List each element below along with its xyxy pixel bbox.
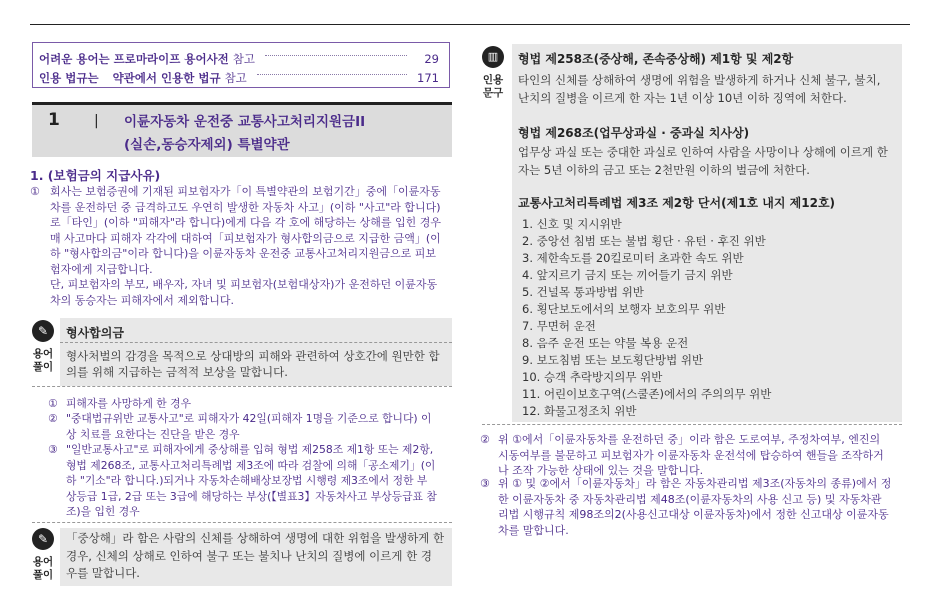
index-target: 프로마라이프 용어사전 bbox=[113, 51, 229, 66]
glossary-top-rule bbox=[32, 522, 452, 523]
citation-bottom-rule bbox=[482, 424, 902, 425]
case-item-3 bbox=[48, 442, 452, 520]
case-line: 상등급 1급, 2급 또는 3급에 해당하는 부상(【별표3】자동차사고 부상등급표 참 bbox=[66, 489, 437, 503]
violation-item: 8. 음주 운전 또는 약물 복용 운전 bbox=[522, 336, 689, 350]
violation-item: 2. 중앙선 침범 또는 불법 횡단 · 유턴 · 후진 위반 bbox=[522, 234, 766, 248]
section-title-line1: 이륜자동차 운전중 교통사고처리지원금II bbox=[124, 114, 366, 130]
pencil-icon: ✎ bbox=[32, 528, 54, 550]
violation-item: 12. 화물고정조치 위반 bbox=[522, 404, 637, 418]
clause-line: 한 이륜자동차 중 자동차관리법 제48조(이륜자동차의 사용 신고 등) 및 자동차관 bbox=[498, 492, 882, 506]
section-divider: | bbox=[94, 113, 99, 129]
violation-item: 5. 건널목 통과방법 위반 bbox=[522, 285, 644, 299]
index-suffix: 참고 bbox=[232, 51, 255, 66]
law-title: 형법 제258조(중상해, 존속중상해) 제1항 및 제2항 bbox=[518, 52, 794, 66]
law-text bbox=[518, 72, 902, 107]
law-line: 타인의 신체를 상해하여 생명에 위험을 발생하게 하거나 신체 불구, 불치, bbox=[518, 73, 881, 87]
case-line: 상 치료를 요한다는 진단을 받은 경우 bbox=[66, 427, 240, 441]
clause-line: 위 ①에서「이륜자동차를 운전하던 중」이라 함은 도로여부, 주정차여부, 엔진의 bbox=[498, 433, 881, 446]
law-title: 교통사고처리특례법 제3조 제2항 단서(제1호 내지 제12호) bbox=[518, 196, 836, 210]
violation-item: 6. 횡단보도에서의 보행자 보호의무 위반 bbox=[522, 302, 726, 316]
clause-2 bbox=[480, 432, 904, 479]
definition-line: 의를 위해 지급하는 금적적 보상을 말합니다. bbox=[66, 365, 288, 379]
clause-line: 차를 운전하던 중 급격하고도 우연히 발생한 자동차 사고」(이하 "사고"라 합니다) bbox=[50, 200, 441, 214]
clause-line: 차를 말합니다. bbox=[498, 523, 569, 537]
glossary-definition bbox=[66, 530, 450, 583]
clause-line: 리법 시행규칙 제98조의2(사용신고대상 이륜자동차)에서 정한 신고대상 이륜자동 bbox=[498, 508, 889, 521]
index-page[interactable]: 29 bbox=[424, 51, 439, 66]
case-line: "중대법규위반 교통사고"로 피해자가 42일(피해자 1명을 기준으로 합니다) 이 bbox=[66, 412, 432, 425]
glossary-label-text: 용어 풀이 bbox=[32, 556, 54, 581]
reference-index-box bbox=[32, 42, 450, 88]
definition-line: 「중상해」라 함은 사람의 신체를 상해하여 생명에 대한 위험을 발생하게 한 bbox=[66, 531, 445, 545]
glossary-label-text: 용어 풀이 bbox=[32, 348, 54, 373]
violation-item: 1. 신호 및 지시위반 bbox=[522, 217, 622, 231]
clause-line: 로「타인」(이하 "피해자"라 합니다)에게 다음 각 호에 해당하는 상해를 입힌 경우 bbox=[50, 216, 441, 229]
law-line: 업무상 과실 또는 중대한 과실로 인하여 사람을 사망이나 상해에 이르게 한 bbox=[518, 145, 888, 159]
pencil-icon: ✎ bbox=[32, 320, 54, 342]
clause-line: 하 "형사합의금"이라 합니다)을 이륜자동차 운전중 교통사고처리지원금으로 피보 bbox=[50, 247, 437, 260]
clause-line: 매 사고마다 피해자 각각에 대하여「피보험자가 형사합의금으로 지급한 금액」(이 bbox=[50, 231, 441, 245]
leader-dots bbox=[257, 74, 407, 75]
index-page[interactable]: 171 bbox=[417, 70, 439, 85]
case-marker: ③ bbox=[48, 443, 58, 456]
law-title: 형법 제268조(업무상과실 · 중과실 치사상) bbox=[518, 126, 750, 140]
index-row-glossary bbox=[39, 49, 439, 68]
clause-line: 위 ① 및 ②에서「이륜자동차」라 함은 자동차관리법 제3조(자동차의 종류)에서 정 bbox=[498, 477, 892, 490]
glossary-divider bbox=[60, 342, 452, 343]
violation-item: 9. 보도침범 또는 보도횡단방법 위반 bbox=[522, 353, 704, 367]
clause-line: 시동여부를 불문하고 피보험자가 이륜자동차 운전석에 탑승하여 핸들을 조작하거 bbox=[498, 448, 884, 462]
index-term: 어려운 용어는 bbox=[39, 51, 110, 66]
clause-line: 차의 동승자는 피해자에서 제외합니다. bbox=[50, 293, 235, 307]
index-row-laws bbox=[39, 68, 439, 87]
clause-line: 회사는 보험증권에 기재된 피보험자가「이 특별약관의 보험기간」중에「이륜자동 bbox=[50, 185, 441, 198]
clause-marker: ② bbox=[480, 433, 490, 446]
citation-label-text: 인용 문구 bbox=[482, 74, 504, 99]
section-number: 1 bbox=[48, 110, 60, 130]
top-rule bbox=[30, 24, 910, 25]
glossary-bottom-rule bbox=[32, 386, 452, 387]
law-line: 자는 5년 이하의 금고 또는 2천만원 이하의 벌금에 처한다. bbox=[518, 162, 810, 177]
clause-line: 험자에게 지급합니다. bbox=[50, 262, 153, 276]
case-marker: ② bbox=[48, 412, 58, 425]
index-suffix: 참고 bbox=[224, 70, 247, 85]
glossary-label bbox=[32, 348, 54, 374]
citation-label bbox=[482, 74, 504, 100]
violation-item: 11. 어린이보호구역(스쿨존)에서의 주의의무 위반 bbox=[522, 387, 772, 401]
violation-item: 7. 무면허 운전 bbox=[522, 319, 596, 333]
glossary-label bbox=[32, 556, 54, 582]
clause-line: 나 조작 가능한 상태에 있는 것을 말합니다. bbox=[498, 464, 704, 477]
violation-item: 4. 앞지르기 금지 또는 끼어들기 금지 위반 bbox=[522, 268, 733, 282]
definition-line: 우를 말합니다. bbox=[66, 566, 140, 580]
book-icon: ▥ bbox=[482, 46, 504, 68]
clause-marker: ③ bbox=[480, 477, 490, 490]
clause-3 bbox=[480, 476, 904, 538]
case-line: 형법 제268조, 교통사고처리특례법 제3조에 따라 검찰에 의해「공소제기」(이 bbox=[66, 458, 436, 472]
clause-line: 단, 피보험자의 부모, 배우자, 자녀 및 피보험자(보험대상자)가 운전하던 이륜자동 bbox=[50, 278, 438, 291]
case-item-1 bbox=[48, 396, 452, 412]
case-line: 조)을 입힌 경우 bbox=[66, 505, 140, 518]
glossary-term: 형사합의금 bbox=[66, 326, 124, 340]
violation-item: 3. 제한속도를 20킬로미터 초과한 속도 위반 bbox=[522, 251, 744, 265]
case-line: 하 "기소"라 합니다.)되거나 자동차손해배상보장법 시행령 제3조에서 정한 부 bbox=[66, 474, 428, 487]
violation-item: 10. 승객 추락방지의무 위반 bbox=[522, 370, 663, 384]
glossary-definition bbox=[66, 348, 450, 380]
article-heading: 1. (보험금의 지급사유) bbox=[30, 168, 161, 183]
case-line: "일반교통사고"로 피해자에게 중상해를 입혀 형법 제258조 제1항 또는 제2항, bbox=[66, 443, 434, 456]
clause-marker: ① bbox=[30, 185, 40, 198]
leader-dots bbox=[265, 55, 407, 56]
law-line: 난치의 질병을 이르게 한 자는 1년 이상 10년 이하 징역에 처한다. bbox=[518, 90, 847, 105]
definition-line: 경우, 신체의 상해로 인하여 불구 또는 불치나 난치의 질병에 이르게 한 경 bbox=[66, 548, 433, 563]
definition-line: 형사처벌의 감경을 목적으로 상대방의 피해와 관련하여 상호간에 원만한 합 bbox=[66, 349, 440, 363]
case-item-2 bbox=[48, 411, 452, 442]
law-text bbox=[518, 144, 902, 179]
case-marker: ① bbox=[48, 397, 58, 410]
clause-1 bbox=[30, 184, 452, 308]
section-title-block bbox=[32, 102, 452, 157]
index-target: 약관에서 인용한 법규 bbox=[112, 70, 221, 85]
index-term: 인용 법규는 bbox=[39, 70, 99, 85]
case-line: 피해자를 사망하게 한 경우 bbox=[66, 397, 192, 410]
section-title-line2: (실손,동승자제외) 특별약관 bbox=[124, 137, 290, 153]
